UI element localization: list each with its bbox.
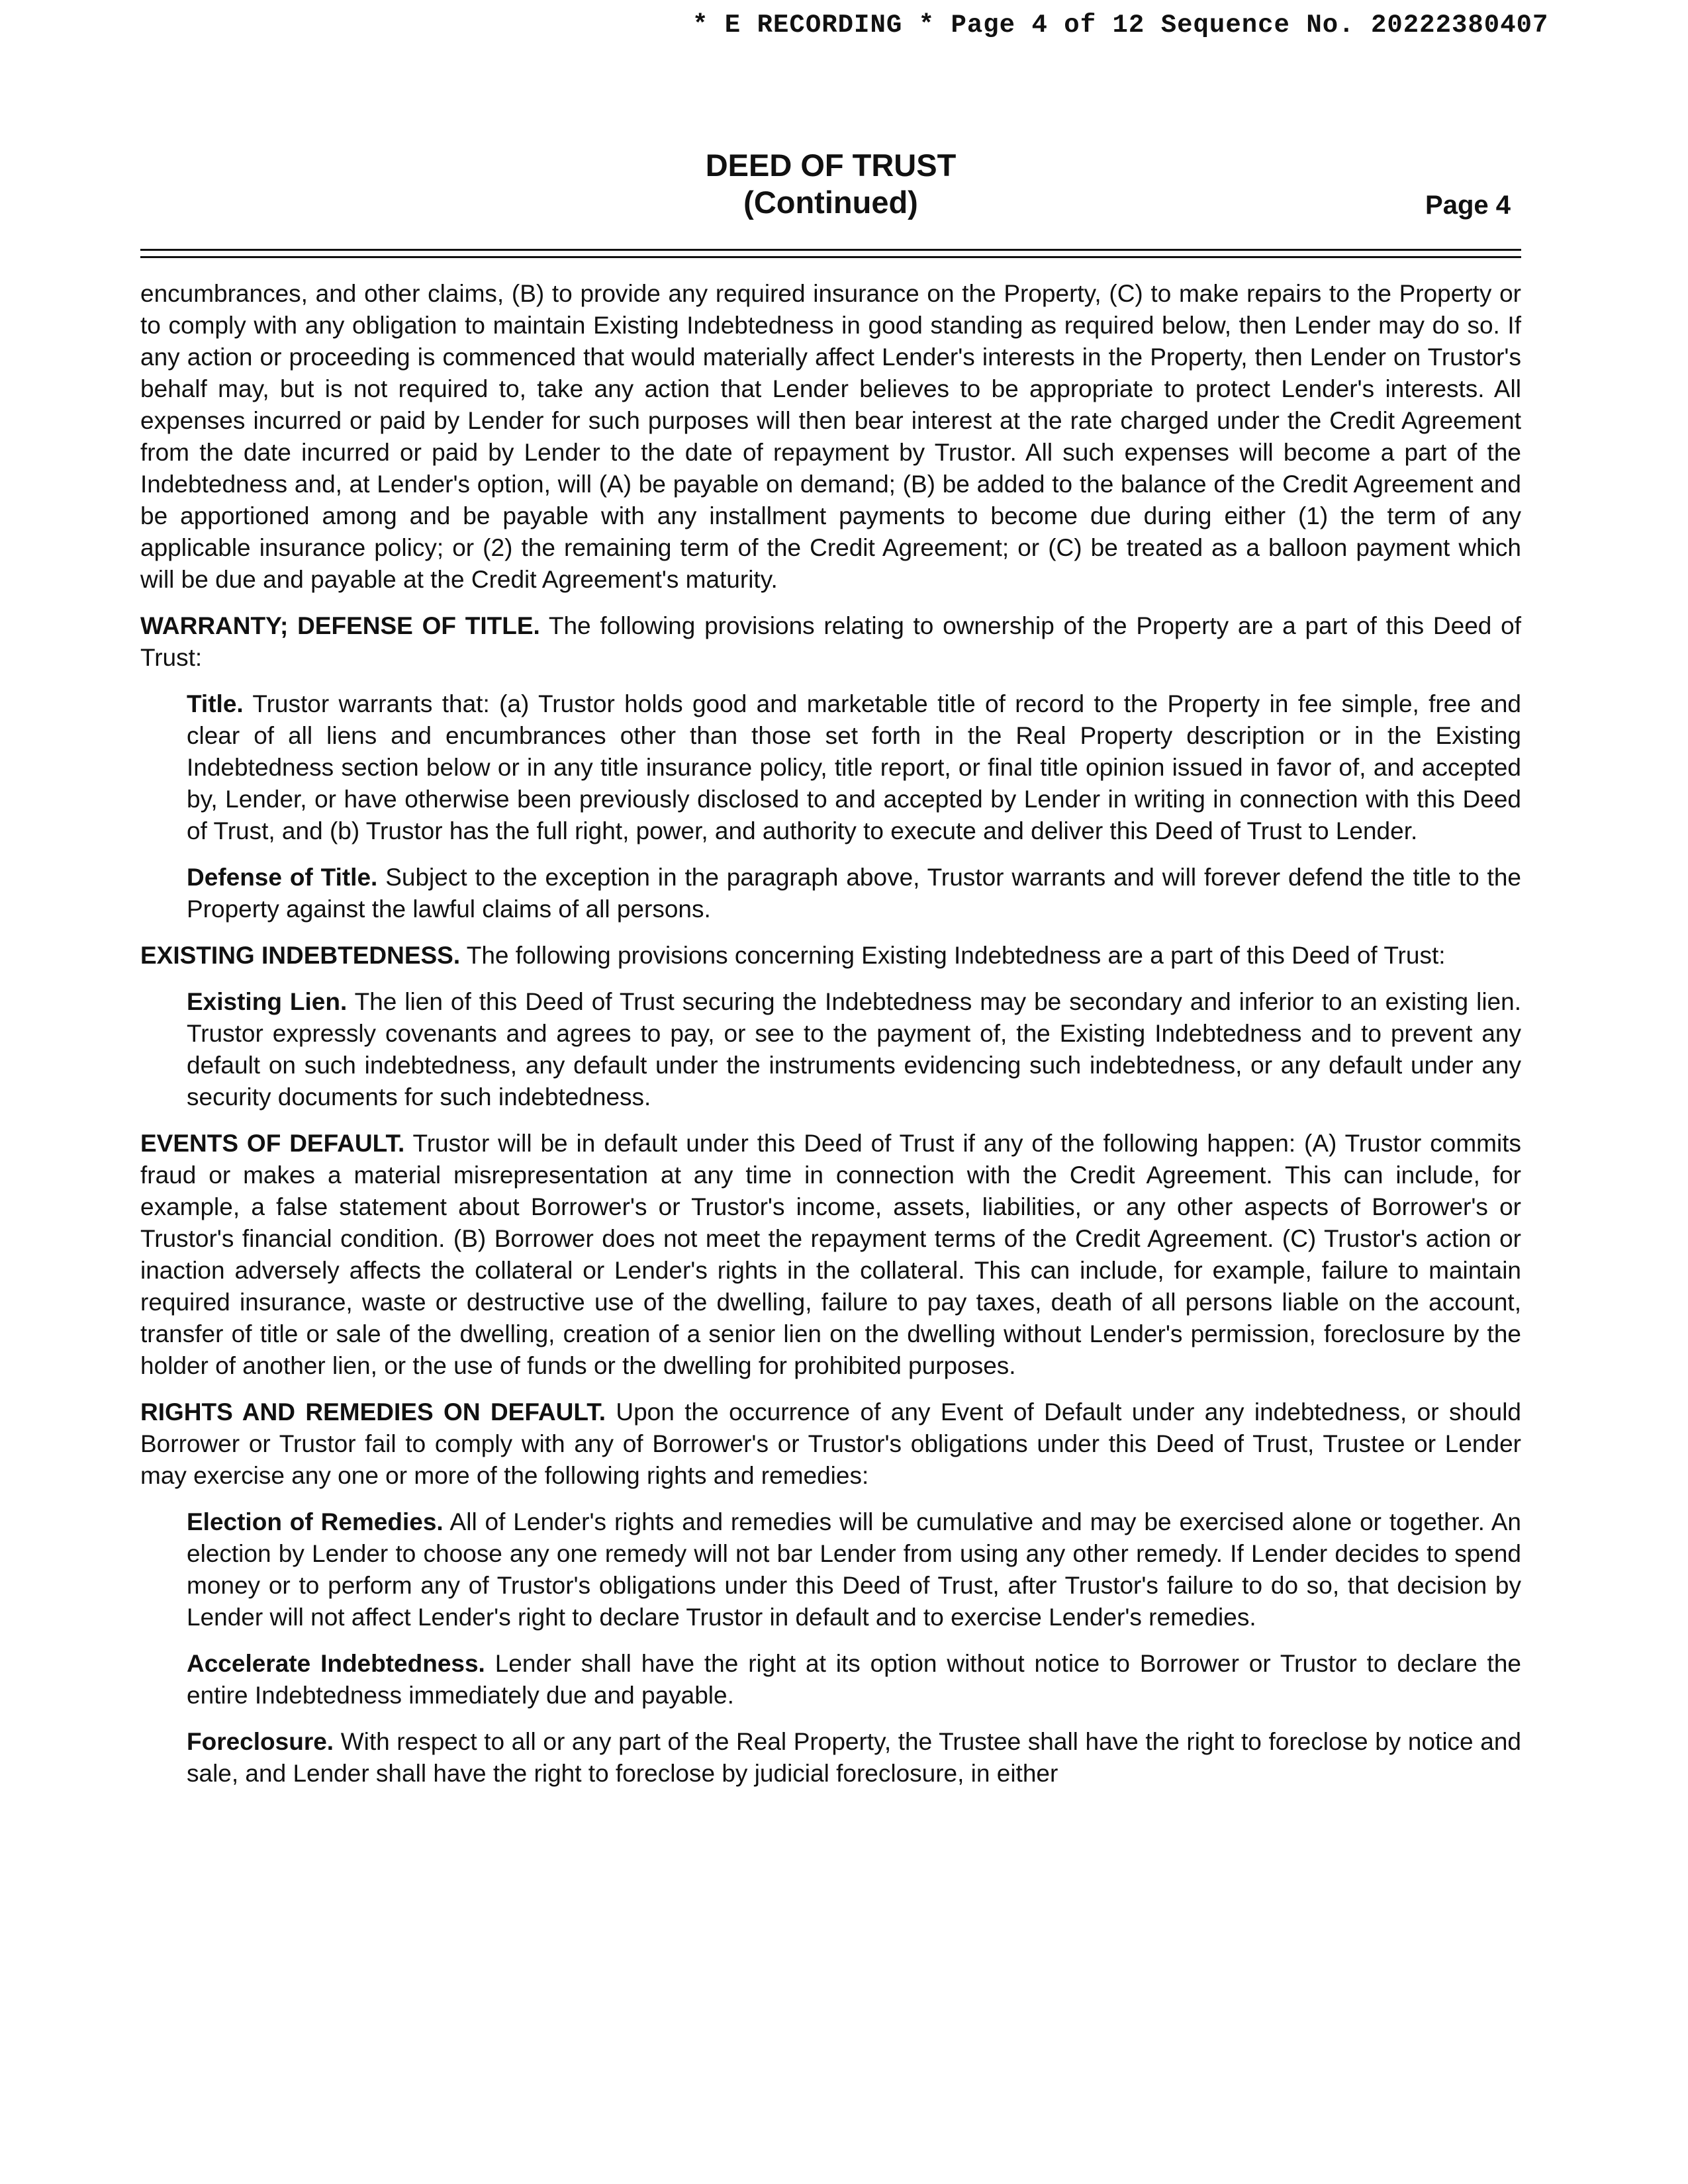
subsection-text: The lien of this Deed of Trust securing the Indebtedness may be secondary and inferior to an existing lien. Trustor expressly covenants and agrees to pay, or see to the payment of, the Existing Indebtedness and to prevent any default on such indebtedness, any default under the instruments evidencing such indebtedness, or any default under any security documents for such indebtedness. bbox=[187, 988, 1521, 1111]
subsection-heading: Foreclosure. bbox=[187, 1728, 334, 1755]
subsection-heading: Existing Lien. bbox=[187, 988, 348, 1015]
section-text: Upon the occurrence of any Event of Default under any indebtedness, or should Borrower or Trustor fail to comply with any of Borrower's or Trustor's obligations under this Deed of Trust, Trustee or Lender may exercise any one or more of the following rights and remedies: bbox=[140, 1398, 1521, 1489]
subsection-text: With respect to all or any part of the Real Property, the Trustee shall have the right to foreclose by notice and sale, and Lender shall have the right to foreclose by judicial foreclosure, in either bbox=[187, 1728, 1521, 1787]
section-rights-and-remedies bbox=[140, 1396, 1521, 1492]
subsection-heading: Election of Remedies. bbox=[187, 1508, 444, 1535]
section-text: Trustor will be in default under this Deed of Trust if any of the following happen: (A) Trustor commits fraud or makes a material misrepresentation at any time in connection with the Credit Agreement. This can include, for example, a false statement about Borrower's or Trustor's income, assets, liabilities, or any other aspects of Borrower's or Trustor's financial condition. (B) Borrower does not meet the repayment terms of the Credit Agreement. (C) Trustor's action or inaction adversely affects the collateral or Lender's rights in the collateral. This can include, for example, failure to maintain required insurance, waste or destructive use of the dwelling, failure to pay taxes, death of all persons liable on the account, transfer of title or sale of the dwelling, creation of a senior lien on the dwelling without Lender's permission, foreclosure by the holder of another lien, or the use of funds or the dwelling for prohibited purposes. bbox=[140, 1130, 1521, 1379]
subsection-foreclosure bbox=[187, 1726, 1521, 1790]
subsection-heading: Title. bbox=[187, 690, 244, 717]
subsection-defense-of-title bbox=[187, 862, 1521, 925]
subsection-text: Lender shall have the right at its option without notice to Borrower or Trustor to declare the entire Indebtedness immediately due and payable. bbox=[187, 1650, 1521, 1709]
section-existing-indebtedness bbox=[140, 940, 1521, 972]
document-title-block bbox=[0, 147, 1662, 221]
document-title: DEED OF TRUST bbox=[705, 148, 957, 183]
subsection-text: Subject to the exception in the paragraph above, Trustor warrants and will forever defend the title to the Property against the lawful claims of all persons. bbox=[187, 864, 1521, 923]
section-heading: EVENTS OF DEFAULT. bbox=[140, 1130, 405, 1157]
subsection-text: All of Lender's rights and remedies will be cumulative and may be exercised alone or together. An election by Lender to choose any one remedy will not bar Lender from using any other remedy. If Lender decides to spend money or to perform any of Trustor's obligations under this Deed of Trust, after Trustor's failure to do so, that decision by Lender will not affect Lender's right to declare Trustor in default and to exercise Lender's remedies. bbox=[187, 1508, 1521, 1631]
section-heading: EXISTING INDEBTEDNESS. bbox=[140, 942, 461, 969]
recording-stamp: * E RECORDING * Page 4 of 12 Sequence No. 20222380407 bbox=[692, 11, 1549, 40]
section-heading: WARRANTY; DEFENSE OF TITLE. bbox=[140, 612, 540, 639]
section-text: The following provisions concerning Existing Indebtedness are a part of this Deed of Trust: bbox=[460, 942, 1446, 969]
section-events-of-default bbox=[140, 1128, 1521, 1382]
section-heading: RIGHTS AND REMEDIES ON DEFAULT. bbox=[140, 1398, 606, 1426]
document-body bbox=[140, 278, 1521, 1804]
subsection-title bbox=[187, 688, 1521, 847]
subsection-heading: Accelerate Indebtedness. bbox=[187, 1650, 485, 1677]
subsection-accelerate-indebtedness bbox=[187, 1648, 1521, 1711]
subsection-election-of-remedies bbox=[187, 1506, 1521, 1633]
header-divider-bottom bbox=[140, 256, 1521, 258]
subsection-text: Trustor warrants that: (a) Trustor holds good and marketable title of record to the Property in fee simple, free and clear of all liens and encumbrances other than those set forth in the Real Property description or in the Existing Indebtedness section below or in any title insurance policy, title report, or final title opinion issued in favor of, and accepted by, Lender, or have otherwise been previously disclosed to and accepted by Lender in writing in connection with this Deed of Trust, and (b) Trustor has the full right, power, and authority to execute and deliver this Deed of Trust to Lender. bbox=[187, 690, 1521, 844]
section-text: The following provisions relating to ownership of the Property are a part of this Deed of Trust: bbox=[140, 612, 1521, 671]
header-divider-top bbox=[140, 249, 1521, 251]
page-number: Page 4 bbox=[1425, 191, 1511, 220]
subsection-heading: Defense of Title. bbox=[187, 864, 378, 891]
subsection-existing-lien bbox=[187, 986, 1521, 1113]
paragraph-intro: encumbrances, and other claims, (B) to provide any required insurance on the Property, (C) to make repairs to the Property or to comply with any obligation to maintain Existing Indebtedness in good standing as required below, then Lender may do so. If any action or proceeding is commenced that would materially affect Lender's interests in the Property, then Lender on Trustor's behalf may, but is not required to, take any action that Lender believes to be appropriate to protect Lender's interests. All expenses incurred or paid by Lender for such purposes will then bear interest at the rate charged under the Credit Agreement from the date incurred or paid by Lender to the date of repayment by Trustor. All such expenses will become a part of the Indebtedness and, at Lender's option, will (A) be payable on demand; (B) be added to the balance of the Credit Agreement and be apportioned among and be payable with any installment payments to become due during either (1) the term of any applicable insurance policy; or (2) the remaining term of the Credit Agreement; or (C) be treated as a balloon payment which will be due and payable at the Credit Agreement's maturity. bbox=[140, 280, 1521, 593]
document-subtitle: (Continued) bbox=[743, 185, 918, 220]
section-warranty bbox=[140, 610, 1521, 674]
